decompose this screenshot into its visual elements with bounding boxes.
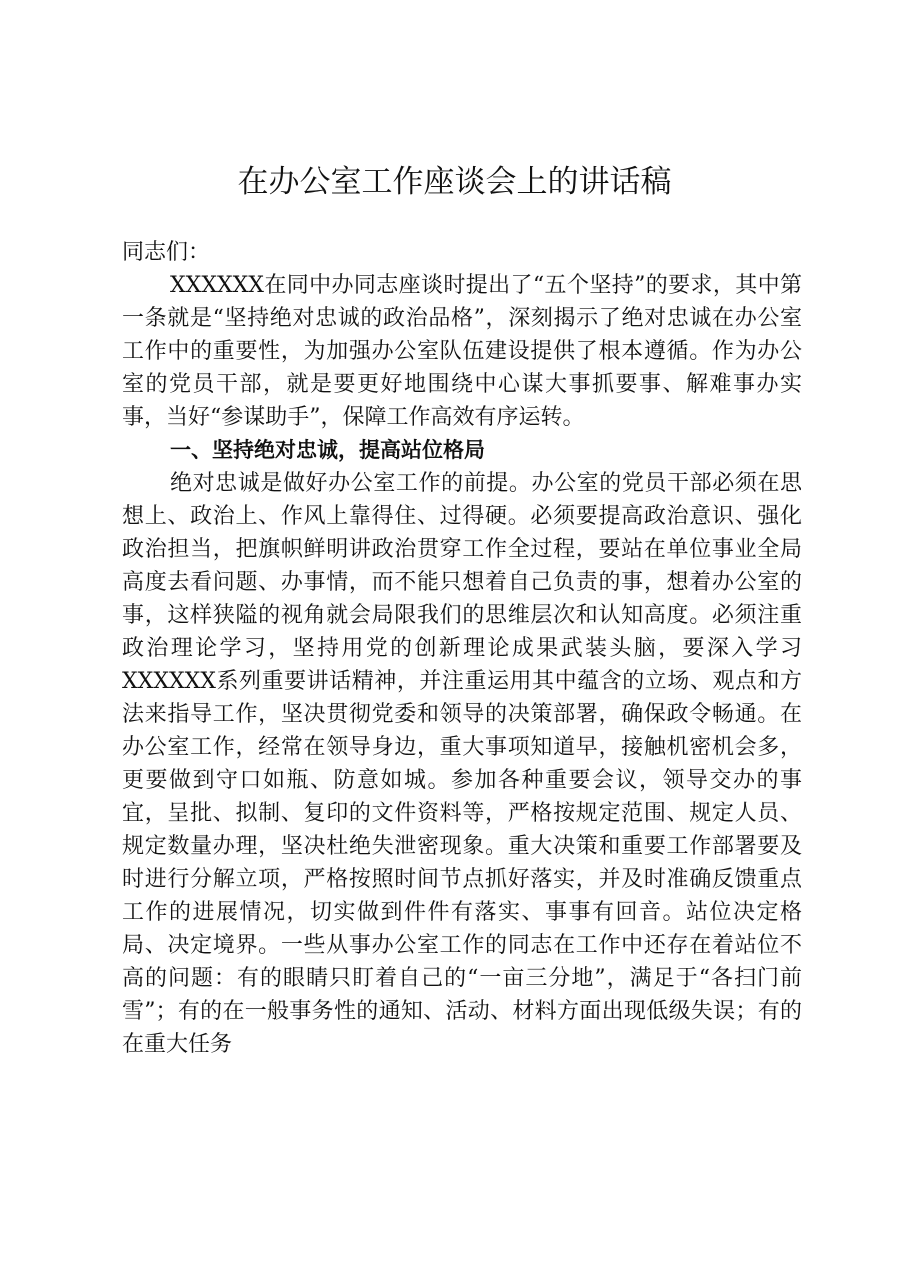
document-title: 在办公室工作座谈会上的讲话稿 bbox=[237, 164, 672, 200]
section-paragraph: 绝对忠诚是做好办公室工作的前提。办公室的党员干部必须在思想上、政治上、作风上靠得住、过得硬。必须要提高政治意识、强化政治担当，把旗帜鲜明讲政治贯穿工作全过程，要站在单位事业全局高度去看问题、办事情，而不能只想着自己负责的事，想着办公室的事，这样狭隘的视角就会局限我们的思维层次和认知高度。必须注重政治理论学习，坚持用党的创新理论成果武装头脑，要深入学习XXXXXX系列重要讲话精神，并注重运用其中蕴含的立场、观点和方法来指导工作，坚决贯彻党委和领导的决策部署，确保政令畅通。在办公室工作，经常在领导身边，重大事项知道早，接触机密机会多，更要做到守口如瓶、防意如城。参加各种重要会议，领导交办的事宜，呈批、拟制、复印的文件资料等，严格按规定范围、规定人员、规定数量办理，坚决杜绝失泄密现象。重大决策和重要工作部署要及时进行分解立项，严格按照时间节点抓好落实，并及时准确反馈重点工作的进展情况，切实做到件件有落实、事事有回音。站位决定格局、决定境界。一些从事办公室工作的同志在工作中还存在着站位不高的问题：有的眼睛只盯着自己的“一亩三分地”，满足于“各扫门前雪”；有的在一般事务性的通知、活动、材料方面出现低级失误；有的在重大任务 bbox=[122, 471, 802, 1057]
document-body bbox=[122, 236, 802, 1061]
intro-paragraph: XXXXXX在同中办同志座谈时提出了“五个坚持”的要求，其中第一条就是“坚持绝对忠诚的政治品格”，深刻揭示了绝对忠诚在办公室工作中的重要性，为加强办公室队伍建设提供了根本遵循。作为办公室的党员干部，就是要更好地围绕中心谋大事抓要事、解难事办实事，当好“参谋助手”，保障工作高效有序运转。 bbox=[122, 273, 802, 430]
salutation: 同志们： bbox=[122, 240, 211, 265]
section-heading: 一、坚持绝对忠诚，提高站位格局 bbox=[170, 438, 485, 462]
